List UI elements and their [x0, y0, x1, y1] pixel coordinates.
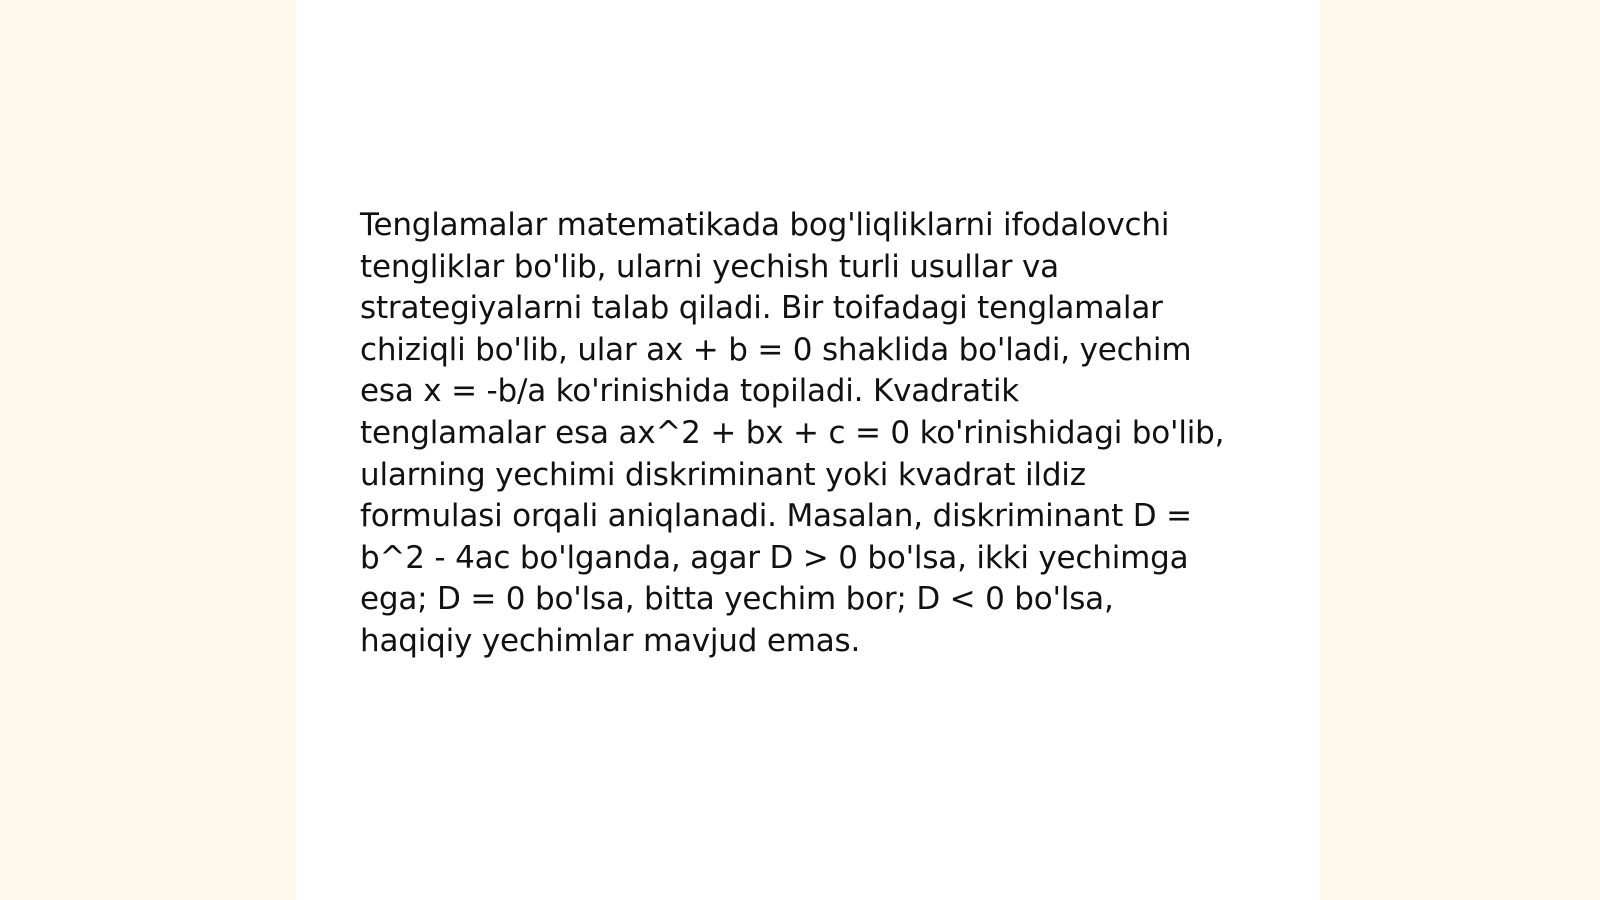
paragraph-line: ega; D = 0 bo'lsa, bitta yechim bor; D < 0 bo'lsa, — [360, 581, 1114, 618]
paragraph-line: ularning yechimi diskriminant yoki kvadrat ildiz — [360, 456, 1086, 493]
paragraph-line: strategiyalarni talab qiladi. Bir toifadagi tenglamalar — [360, 290, 1163, 327]
body-paragraph — [360, 205, 1260, 663]
paragraph-line: formulasi orqali aniqlanadi. Masalan, diskriminant D = — [360, 498, 1192, 535]
paragraph-line: Tenglamalar matematikada bog'liqliklarni ifodalovchi — [360, 207, 1170, 243]
document-page — [296, 0, 1320, 900]
paragraph-line: b^2 - 4ac bo'lganda, agar D > 0 bo'lsa, ikki yechimga — [360, 539, 1189, 576]
paragraph-line: esa x = -b/a ko'rinishida topiladi. Kvadratik — [360, 373, 1019, 410]
paragraph-line: haqiqiy yechimlar mavjud emas. — [360, 622, 861, 659]
paragraph-line: chiziqli bo'lib, ular ax + b = 0 shaklida bo'ladi, yechim — [360, 331, 1192, 368]
paragraph-line: tenglamalar esa ax^2 + bx + c = 0 ko'rinishidagi bo'lib, — [360, 414, 1225, 451]
paragraph-line: tengliklar bo'lib, ularni yechish turli usullar va — [360, 248, 1059, 285]
